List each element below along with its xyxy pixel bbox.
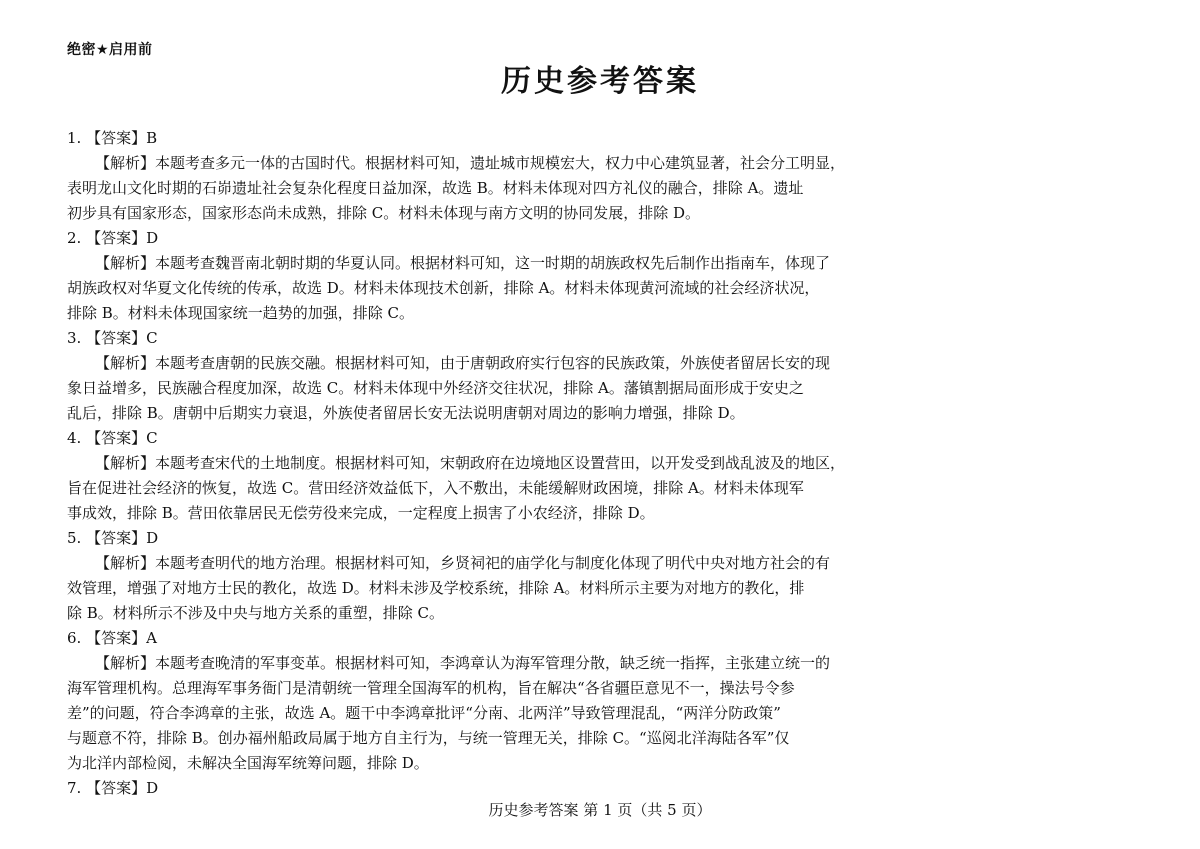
- analysis-line: 胡族政权对华夏文化传统的传承，故选 D。材料未体现技术创新，排除 A。材料未体现黄河流域的社会经济状况，: [67, 279, 820, 297]
- analysis-line: 表明龙山文化时期的石峁遗址社会复杂化程度日益加深，故选 B。材料未体现对四方礼仪的融合，排除 A。遗址: [67, 179, 804, 197]
- answer-line: 3. 【答案】C: [67, 329, 158, 347]
- page-title: 历史参考答案: [501, 64, 699, 99]
- analysis-line: 效管理，增强了对地方士民的教化，故选 D。材料未涉及学校系统，排除 A。材料所示主要为对地方的教化，排: [67, 579, 805, 597]
- analysis-line: 为北洋内部检阅，未解决全国海军统筹问题，排除 D。: [67, 754, 429, 772]
- analysis-line: 排除 B。材料未体现国家统一趋势的加强，排除 C。: [67, 304, 415, 322]
- analysis-line: 【解析】本题考查唐朝的民族交融。根据材料可知，由于唐朝政府实行包容的民族政策，外族使者留居长安的现: [95, 354, 831, 372]
- analysis-line: 事成效，排除 B。营田依靠居民无偿劳役来完成，一定程度上损害了小农经济，排除 D。: [67, 504, 655, 522]
- answer-line: 7. 【答案】D: [67, 779, 159, 797]
- analysis-line: 初步具有国家形态，国家形态尚未成熟，排除 C。材料未体现与南方文明的协同发展，排除 D。: [67, 204, 701, 222]
- analysis-line: 【解析】本题考查魏晋南北朝时期的华夏认同。根据材料可知，这一时期的胡族政权先后制作出指南车，体现了: [95, 254, 831, 272]
- analysis-line: 象日益增多，民族融合程度加深，故选 C。材料未体现中外经济交往状况，排除 A。藩镇割据局面形成于安史之: [67, 379, 804, 397]
- answer-line: 4. 【答案】C: [67, 429, 158, 447]
- analysis-line: 【解析】本题考查多元一体的古国时代。根据材料可知，遗址城市规模宏大，权力中心建筑显著，社会分工明显，: [95, 154, 846, 172]
- analysis-line: 旨在促进社会经济的恢复，故选 C。营田经济效益低下，入不敷出，未能缓解财政困境，排除 A。材料未体现军: [67, 479, 804, 497]
- answer-list: [67, 126, 1135, 801]
- answer-line: 2. 【答案】D: [67, 229, 159, 247]
- analysis-line: 【解析】本题考查晚清的军事变革。根据材料可知，李鸿章认为海军管理分散，缺乏统一指挥，主张建立统一的: [95, 654, 831, 672]
- answer-line: 6. 【答案】A: [67, 629, 157, 647]
- analysis-line: 除 B。材料所示不涉及中央与地方关系的重塑，排除 C。: [67, 604, 445, 622]
- analysis-line: 差”的问题，符合李鸿章的主张，故选 A。题干中李鸿章批评“分南、北两洋”导致管理混乱，“两洋分防政策”: [67, 704, 781, 722]
- analysis-line: 【解析】本题考查明代的地方治理。根据材料可知，乡贤祠祀的庙学化与制度化体现了明代中央对地方社会的有: [95, 554, 831, 572]
- analysis-line: 与题意不符，排除 B。创办福州船政局属于地方自主行为，与统一管理无关，排除 C。“巡阅北洋海陆各军”仅: [67, 729, 790, 747]
- answer-line: 5. 【答案】D: [67, 529, 159, 547]
- answer-line: 1. 【答案】B: [67, 129, 158, 147]
- analysis-line: 乱后，排除 B。唐朝中后期实力衰退，外族使者留居长安无法说明唐朝对周边的影响力增强，排除 D。: [67, 404, 745, 422]
- analysis-line: 海军管理机构。总理海军事务衙门是清朝统一管理全国海军的机构，旨在解决“各省疆臣意见不一，操法号令参: [67, 679, 795, 697]
- confidential-label: 绝密★启用前: [67, 42, 153, 58]
- analysis-line: 【解析】本题考查宋代的土地制度。根据材料可知，宋朝政府在边境地区设置营田，以开发受到战乱波及的地区，: [95, 454, 846, 472]
- page-footer: 历史参考答案 第 1 页（共 5 页）: [488, 801, 712, 819]
